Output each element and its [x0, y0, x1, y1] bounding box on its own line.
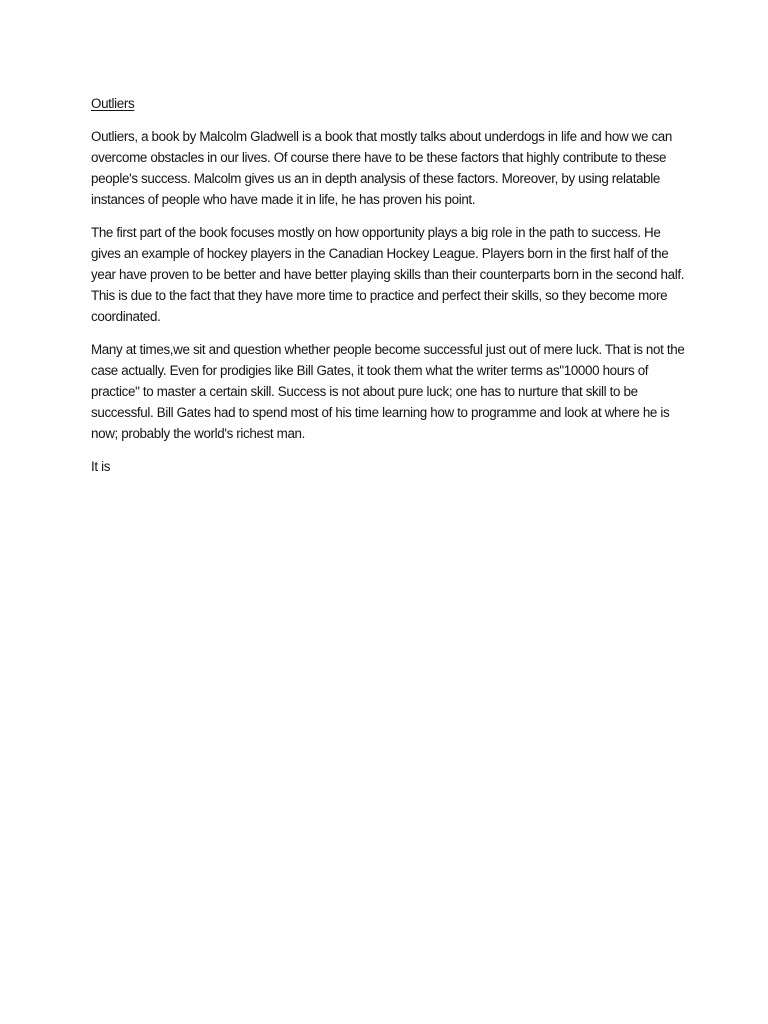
paragraph-incomplete: It is — [91, 459, 111, 474]
document-title: Outliers — [91, 96, 135, 111]
paragraph-luck: Many at times,we sit and question whether people become successful just out of mere luck. That is not the case actually. Even for prodigies like Bill Gates, it took them what the writer terms as"10000 hours of practice" to master a certain skill. Success is not about pure luck; one has to nurture that skill to be successful. Bill Gates had to spend most of his time learning how to programme and look at where he is now; probably the world's richest man. — [91, 342, 685, 441]
document-body — [91, 93, 691, 489]
paragraph-opportunity: The first part of the book focuses mostly on how opportunity plays a big role in the path to success. He gives an example of hockey players in the Canadian Hockey League. Players born in the first half of the year have proven to be better and have better playing skills than their counterparts born in the second half. This is due to the fact that they have more time to practice and perfect their skills, so they become more coordinated. — [91, 225, 685, 324]
paragraph-intro: Outliers, a book by Malcolm Gladwell is a book that mostly talks about underdogs in life and how we can overcome obstacles in our lives. Of course there have to be these factors that highly contribute to these people's success. Malcolm gives us an in depth analysis of these factors. Moreover, by using relatable instances of people who have made it in life, he has proven his point. — [91, 129, 672, 207]
